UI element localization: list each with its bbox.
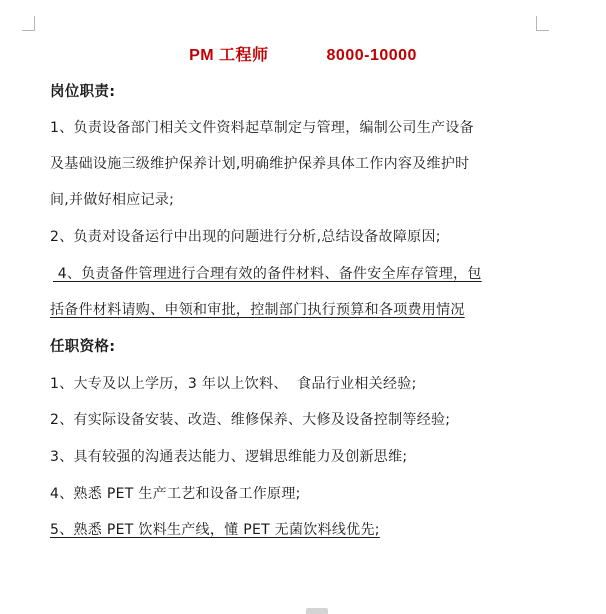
qualification-line-4: 4、熟悉 PET 生产工艺和设备工作原理;	[50, 486, 301, 502]
responsibility-line-4: 2、负责对设备运行中出现的问题进行分析,总结设备故障原因;	[50, 229, 441, 245]
responsibility-line-6: 括备件材料请购、申领和审批，控制部门执行预算和各项费用情况	[50, 302, 465, 318]
job-title: PM 工程师	[189, 47, 269, 64]
crop-mark-top-left	[22, 16, 35, 31]
responsibility-line-1: 1、负责设备部门相关文件资料起草制定与管理，编制公司生产设备	[50, 120, 474, 136]
horizontal-scrollbar-thumb[interactable]	[306, 608, 328, 614]
responsibility-line-3: 间,并做好相应记录;	[50, 192, 175, 208]
qualification-line-5-text: 5、熟悉 PET 饮料生产线，懂 PET 无菌饮料线优先;	[50, 522, 380, 538]
crop-mark-top-right	[536, 16, 549, 31]
qualification-line-5	[50, 520, 380, 540]
responsibility-line-5: 4、负责备件管理进行合理有效的备件材料、备件安全库存管理，包	[53, 266, 482, 282]
qualification-line-3: 3、具有较强的沟通表达能力、逻辑思维能力及创新思维;	[50, 449, 408, 465]
salary-range: 8000-10000	[326, 47, 417, 64]
qualifications-heading: 任职资格:	[50, 339, 116, 355]
qualification-line-1: 1、大专及以上学历，3 年以上饮料、 食品行业相关经验;	[50, 376, 417, 392]
responsibilities-heading: 岗位职责:	[50, 84, 116, 100]
document-title	[0, 42, 606, 65]
responsibility-line-2: 及基础设施三级维护保养计划,明确维护保养具体工作内容及维护时	[50, 156, 470, 172]
qualification-line-2: 2、有实际设备安装、改造、维修保养、大修及设备控制等经验;	[50, 412, 451, 428]
